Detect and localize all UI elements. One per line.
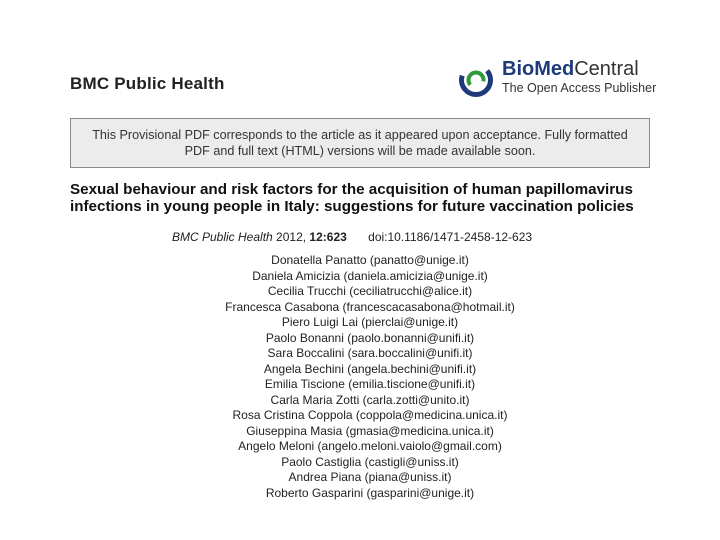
author-item: Angela Bechini (angela.bechini@unifi.it) [263,361,477,376]
author-item: Rosa Cristina Coppola (coppola@medicina.unica.it) [232,408,508,422]
biomed-central-logo [456,58,656,102]
author-item: Paolo Castiglia (castigli@uniss.it) [281,454,459,469]
author-item: Carla Maria Zotti (carla.zotti@unito.it) [270,392,470,407]
journal-name: BMC Public Health [70,74,225,93]
citation-year: 2012, [272,230,310,244]
citation-doi: doi:10.1186/1471-2458-12-623 [368,230,533,244]
author-item: Piero Luigi Lai (pierclai@unige.it) [281,315,459,329]
biomed-swirl-icon [456,60,496,100]
author-item: Angelo Meloni (angelo.meloni.vaiolo@gmail.com) [238,439,502,453]
brand-central: Central [574,58,639,80]
author-item: Emilia Tiscione (emilia.tiscione@unifi.it) [264,377,476,391]
brand-tagline: The Open Access Publisher [502,81,657,95]
author-item: Roberto Gasparini (gasparini@unige.it) [265,485,475,500]
author-item: Francesca Casabona (francescacasabona@hotmail.it) [225,299,515,314]
author-item: Cecilia Trucchi (ceciliatrucchi@alice.it) [267,284,473,298]
author-item: Andrea Piana (piana@uniss.it) [288,470,452,484]
provisional-notice: This Provisional PDF corresponds to the article as it appeared upon acceptance. Fully formatted PDF and full text (HTML) versions will be made available soon. [70,118,650,168]
citation-volume: 12:623 [309,230,347,244]
article-title: Sexual behaviour and risk factors for the acquisition of human papillomavirus infections in young people in Italy: suggestions for future vaccination policies [70,181,634,215]
author-item: Sara Boccalini (sara.boccalini@unifi.it) [267,346,473,360]
brand-biomed: BioMed [502,58,575,80]
citation [172,230,532,244]
citation-journal: BMC Public Health [172,230,273,244]
author-item: Donatella Panatto (panatto@unige.it) [271,253,469,267]
author-item: Giuseppina Masia (gmasia@medicina.unica.it) [246,423,494,438]
author-list [140,253,600,501]
author-item: Daniela Amicizia (daniela.amicizia@unige.it) [252,268,488,283]
author-item: Paolo Bonanni (paolo.bonanni@unifi.it) [265,330,475,345]
